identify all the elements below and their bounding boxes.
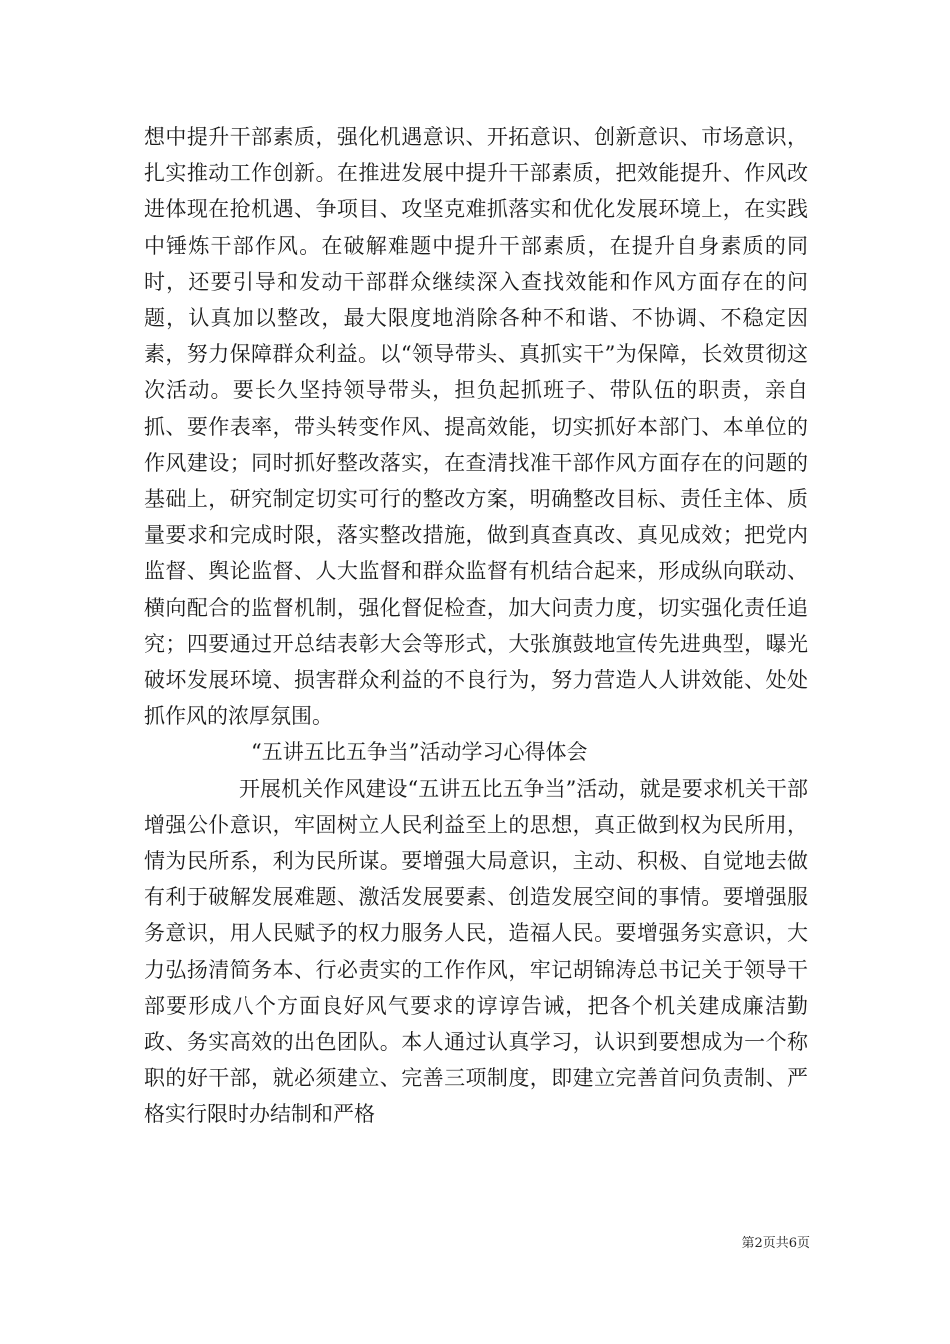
body-paragraph-2: 开展机关作风建设“五讲五比五争当”活动，就是要求机关干部增强公仆意识，牢固树立人民利益至上的思想，真正做到权为民所用，情为民所系，利为民所谋。要增强大局意识，主动、积极、自觉地去做有利于破解发展难题、激活发展要素、创造发展空间的事情。要增强服务意识，用人民赋予的权力服务人民，造福人民。要增强务实意识，大力弘扬清简务本、行必责实的工作作风，牢记胡锦涛总书记关于领导干部要形成八个方面良好风气要求的谆谆告诫，把各个机关建成廉洁勤政、务实高效的出色团队。本人通过认真学习，认识到要想成为一个称职的好干部，就必须建立、完善三项制度，即建立完善首问负责制、严格实行限时办结制和严格 <box>144 776 808 1127</box>
body-paragraph-1: 想中提升干部素质，强化机遇意识、开拓意识、创新意识、市场意识，扎实推动工作创新。在推进发展中提升干部素质，把效能提升、作风改进体现在抢机遇、争项目、攻坚克难抓落实和优化发展环境上，在实践中锤炼干部作风。在破解难题中提升干部素质，在提升自身素质的同时，还要引导和发动干部群众继续深入查找效能和作风方面存在的问题，认真加以整改，最大限度地消除各种不和谐、不协调、不稳定因素，努力保障群众利益。以“领导带头、真抓实干”为保障，长效贯彻这次活动。要长久坚持领导带头，担负起抓班子、带队伍的职责，亲自抓、要作表率，带头转变作风、提高效能，切实抓好本部门、本单位的作风建设；同时抓好整改落实，在查清找准干部作风方面存在的问题的基础上，研究制定切实可行的整改方案，明确整改目标、责任主体、质量要求和完成时限，落实整改措施，做到真查真改、真见成效；把党内监督、舆论监督、人大监督和群众监督有机结合起来，形成纵向联动、横向配合的监督机制，强化督促检查，加大问责力度，切实强化责任追究；四要通过开总结表彰大会等形式，大张旗鼓地宣传先进典型，曝光破坏发展环境、损害群众利益的不良行为，努力营造人人讲效能、处处抓作风的浓厚氛围。 <box>144 125 808 729</box>
page-number: 第2页共6页 <box>741 1236 810 1251</box>
document-body <box>144 119 808 1133</box>
section-heading: “五讲五比五争当”活动学习心得体会 <box>251 740 588 765</box>
